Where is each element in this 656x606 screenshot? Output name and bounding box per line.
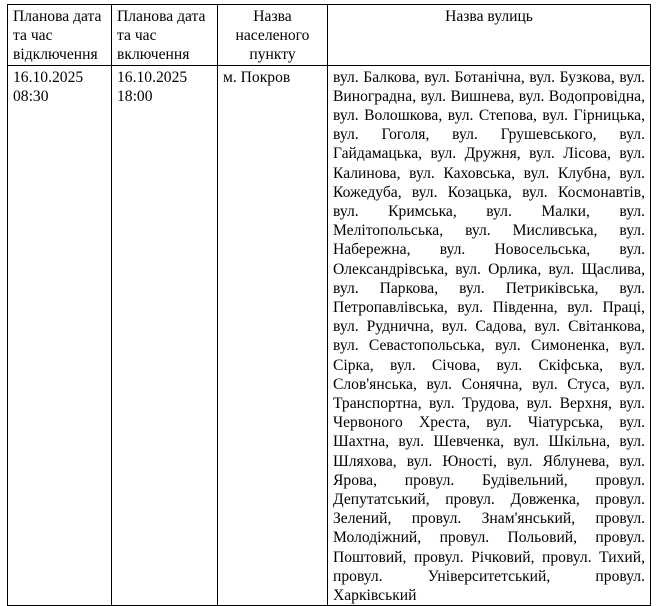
cropped-heading-remnant <box>60 0 360 2</box>
table-header-row <box>8 5 651 66</box>
header-streets: Назва вулиць <box>328 5 651 66</box>
outage-schedule-table <box>7 4 651 606</box>
cell-planned-off <box>8 65 112 606</box>
cell-settlement: м. Покров <box>218 65 328 606</box>
header-planned-off: Планова дата та час відключення <box>8 5 112 66</box>
off-time: 08:30 <box>13 87 49 105</box>
table-row <box>8 65 651 606</box>
header-settlement: Назва населеного пункту <box>218 5 328 66</box>
off-date: 16.10.2025 <box>13 68 84 86</box>
cell-streets: вул. Балкова, вул. Ботанічна, вул. Бузкова, вул. Виноградна, вул. Вишнева, вул. Водопровідна, вул. Волошкова, вул. Степова, вул. Гірницька, вул. Гоголя, вул. Грушевського, вул. Гайдамацька, вул. Дружня, вул. Лісова, вул. Калинова, вул. Каховська, вул. Клубна, вул. Кожедуба, вул. Козацька, вул. Космонавтів, вул. Кримська, вул. Малки, вул. Мелітопольська, вул. Мисливська, вул. Набережна, вул. Новосельська, вул. Олександрівська, вул. Орлика, вул. Щаслива, вул. Паркова, вул. Петриківська, вул. Петропавлівська, вул. Південна, вул. Праці, вул. Руднична, вул. Садова, вул. Світанкова, вул. Севастопольська, вул. Симоненка, вул. Сірка, вул. Січова, вул. Скіфська, вул. Слов'янська, вул. Сонячна, вул. Стуса, вул. Транспортна, вул. Трудова, вул. Верхня, вул. Червоного Хреста, вул. Чіатурська, вул. Шахтна, вул. Шевченка, вул. Шкільна, вул. Шляхова, вул. Юності, вул. Яблунева, вул. Ярова, провул. Будівельний, провул. Депутатський, провул. Довженка, провул. Зелений, провул. Знам'янський, провул. Молодіжний, провул. Польовий, провул. Поштовий, провул. Річковий, провул. Тихий, провул. Університетський, провул. Харківський <box>328 65 651 606</box>
cell-planned-on <box>112 65 218 606</box>
on-time: 18:00 <box>117 87 153 105</box>
header-planned-on: Планова дата та час включення <box>112 5 218 66</box>
on-date: 16.10.2025 <box>117 68 188 86</box>
